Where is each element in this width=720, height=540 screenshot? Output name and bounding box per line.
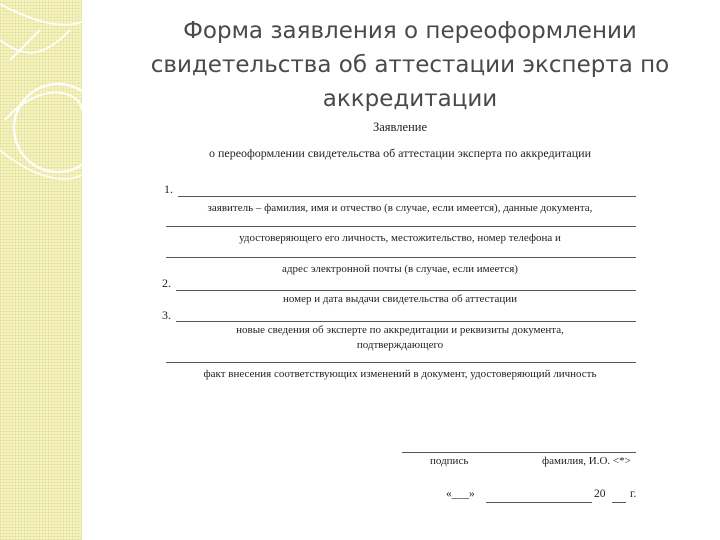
slide-title-line-1: Форма заявления о переоформлении [183,18,637,44]
signature-line [402,452,636,453]
item-1-fill-line [178,196,636,197]
item-3-fill-line-2 [166,362,636,363]
date-month-line [486,502,592,503]
item-1-caption-3: адрес электронной почты (в случае, если имеется) [282,263,518,275]
item-3-caption-2: подтверждающего [356,339,444,351]
decorative-swirl-icon [0,0,82,540]
item-2-fill-line [176,290,636,291]
scanned-form-document [150,118,650,528]
date-day: «___» [446,488,475,500]
item-1-fill-line-3 [166,257,636,258]
item-1-caption-2: удостоверяющего его личность, местожительство, номер телефона и [239,232,561,244]
slide-title-line-3: аккредитации [322,86,498,112]
item-1-number: 1. [164,182,173,196]
item-3-caption-1: новые сведения об эксперте по аккредитации и реквизиты документа, [236,324,564,336]
item-2-number: 2. [162,276,171,290]
name-label: фамилия, И.О. <*> [542,455,631,467]
item-3-fill-line [176,321,636,322]
item-1-fill-line-2 [166,226,636,227]
item-3-number: 3. [162,308,171,322]
form-subheading: о переоформлении свидетельства об аттестации эксперта по аккредитации [208,146,592,160]
signature-label: подпись [430,455,469,467]
decorative-side-band [0,0,82,540]
form-heading: Заявление [372,120,427,134]
slide-title [120,14,700,116]
item-2-caption: номер и дата выдачи свидетельства об аттестации [282,293,518,305]
date-year-line [612,502,626,503]
date-suffix: г. [630,488,637,500]
item-1-caption-1: заявитель – фамилия, имя и отчество (в случае, если имеется), данные документа, [207,202,593,214]
slide-title-line-2: свидетельства об аттестации эксперта по [150,52,670,78]
date-year: 20 [594,488,606,500]
item-3-caption-3: факт внесения соответствующих изменений в документ, удостоверяющий личность [203,368,597,380]
